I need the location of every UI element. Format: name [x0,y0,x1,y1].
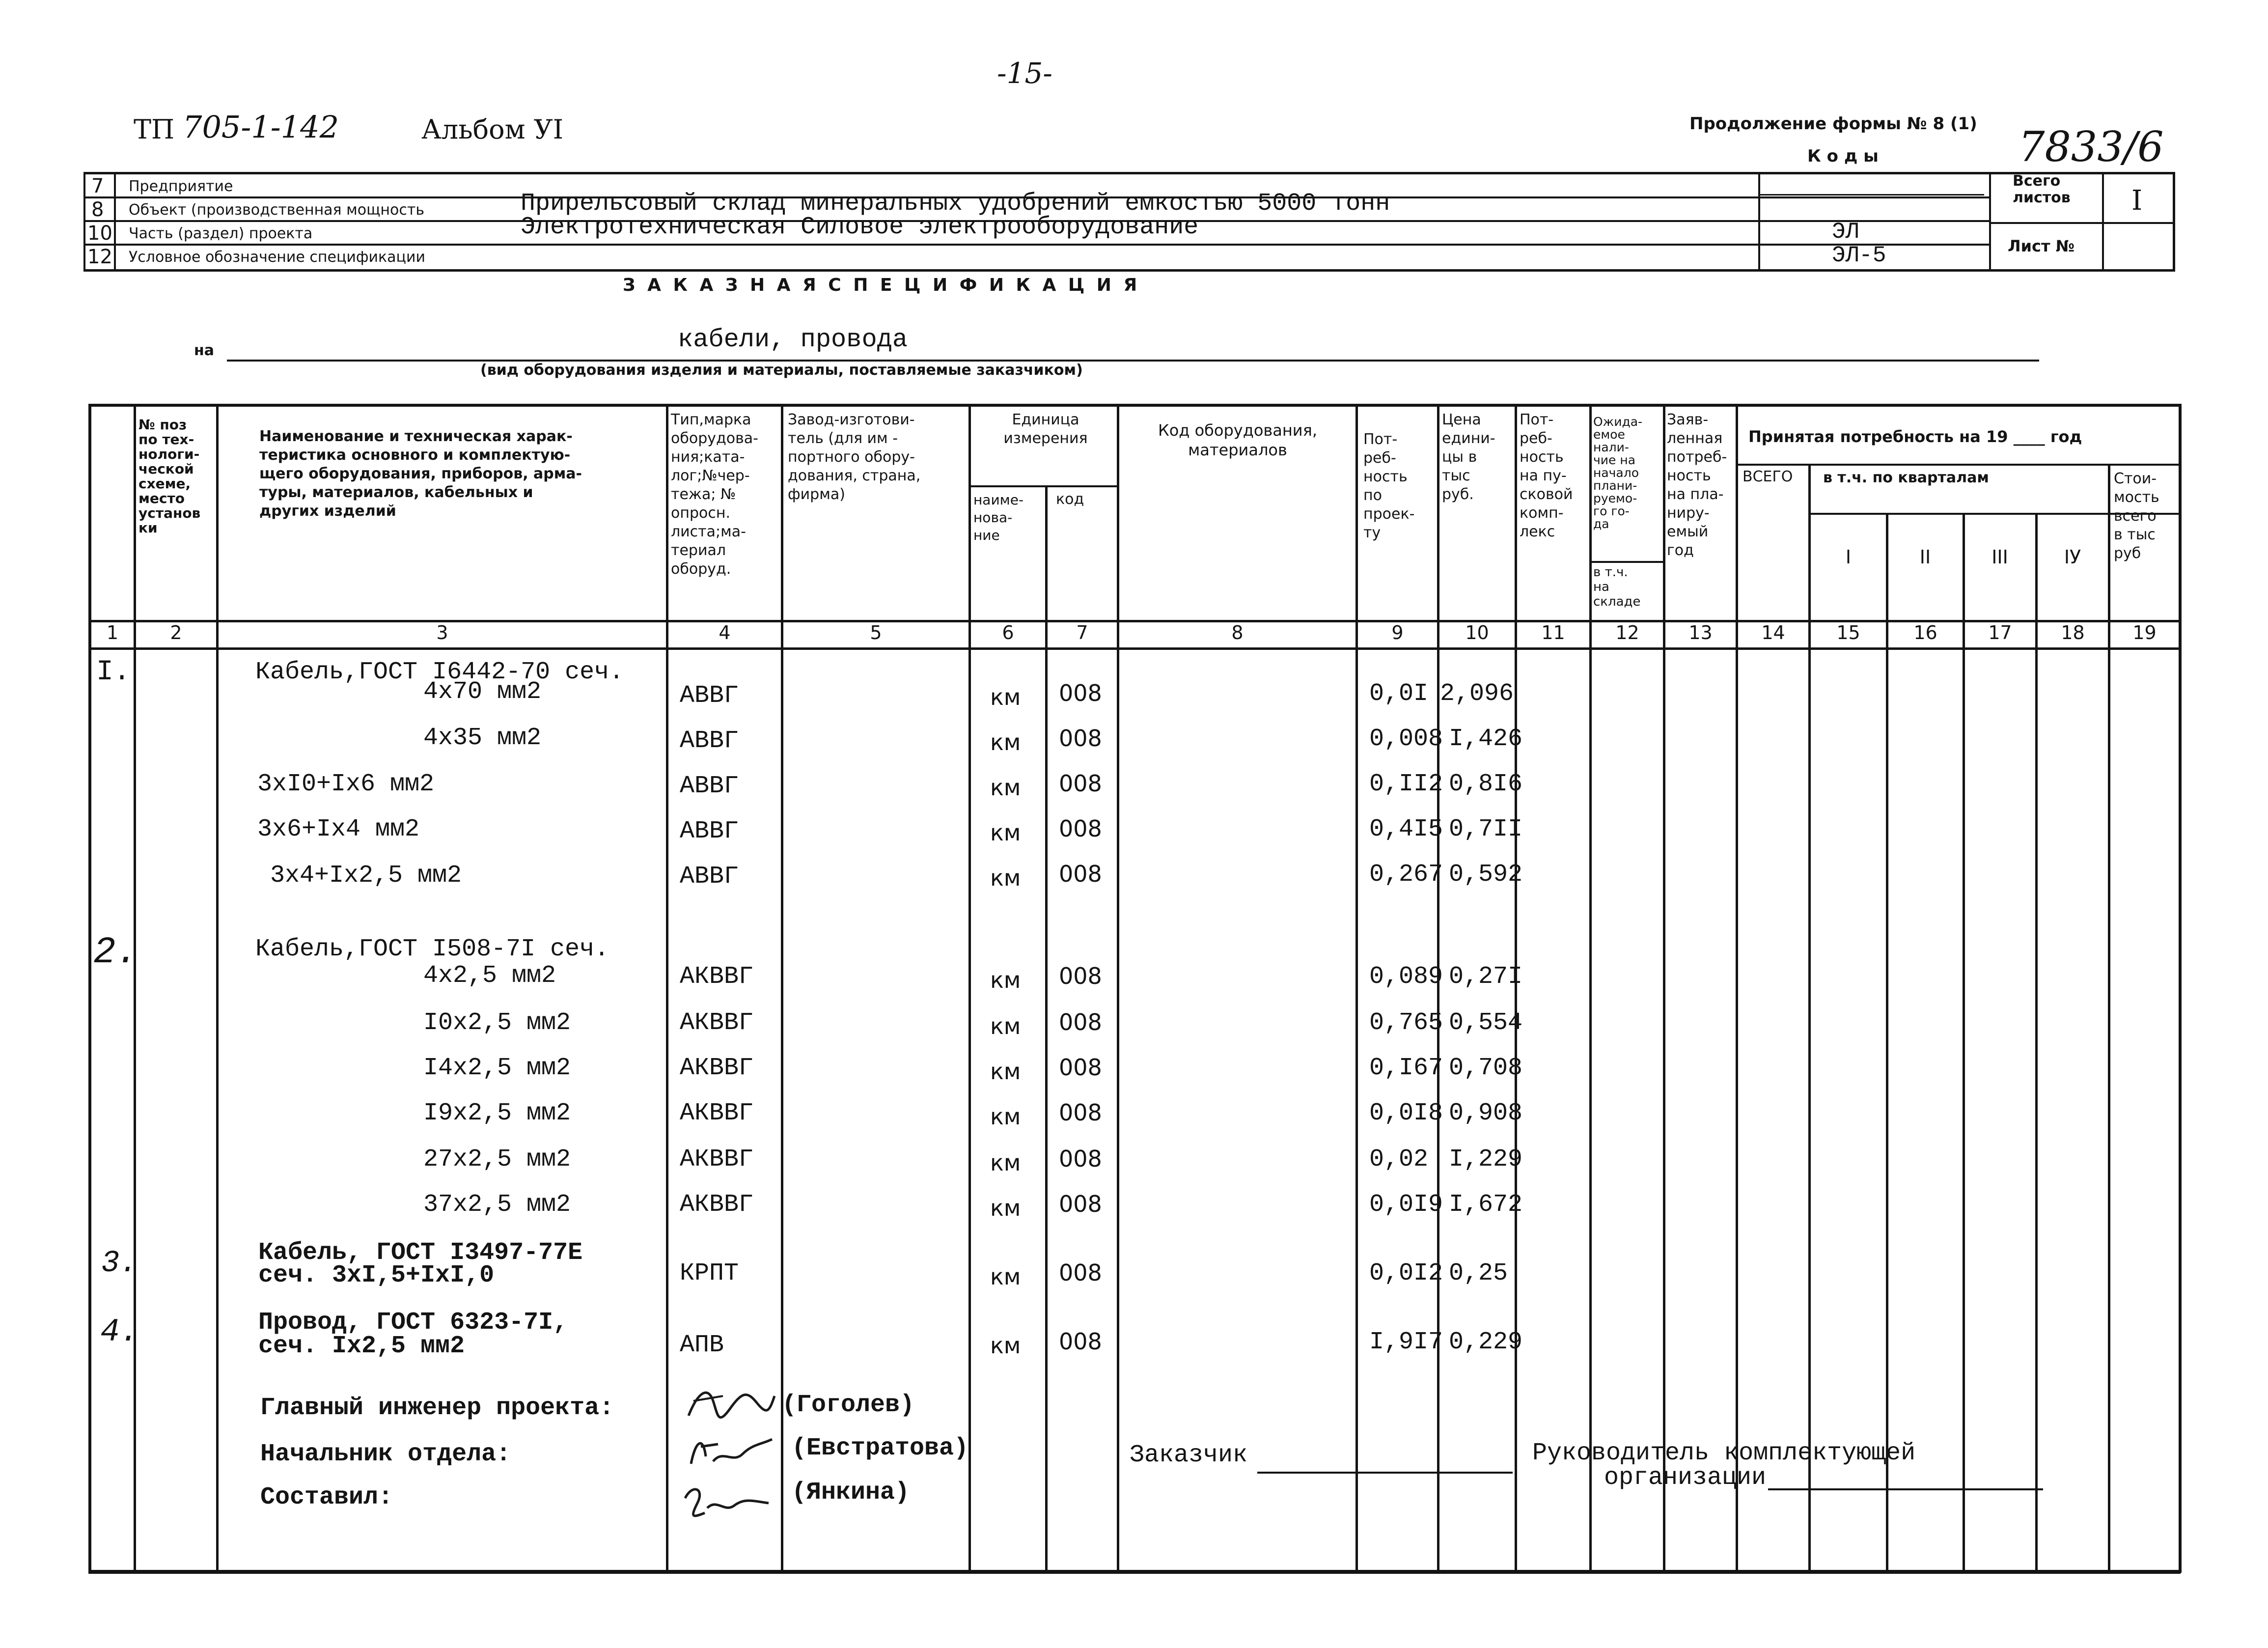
row-quantity: 0,0I9 [1369,1191,1443,1219]
row-name: I0х2,5 мм2 [423,1009,571,1037]
quarters-header: в т.ч. по кварталам [1823,469,1989,486]
col-position-header: № поз по тех- нологи- ческой схеме, место установ ки [138,417,201,536]
col-num-11: 11 [1541,622,1565,643]
row-price: 0,25 [1449,1259,1508,1287]
col-num-13: 13 [1688,622,1713,643]
dept-head-label: Начальник отдела: [260,1440,511,1468]
row-unit-code: 008 [1059,1191,1102,1217]
row-type: АВВГ [680,682,739,710]
info-row-10-num: 10 [87,222,112,245]
row-type: АВВГ [680,817,739,845]
row-unit: км [990,1149,1021,1176]
row-price: 0,8I6 [1449,770,1523,798]
row-quantity: 0,008 [1369,725,1443,753]
row-quantity: 0,0I8 [1369,1099,1443,1127]
chief-engineer-signature [684,1381,777,1430]
spec-title: З А К А З Н А Я С П Е Ц И Ф И К А Ц И Я [623,275,1140,295]
album-label: Альбом УI [421,114,564,145]
row-name: 27х2,5 мм2 [423,1145,571,1173]
col-num-12: 12 [1615,622,1639,643]
col-unit-header: Единица измерения [1003,411,1088,447]
row-name: Кабель,ГОСТ I508-7I сеч. [255,935,609,963]
row-price: I,229 [1449,1145,1523,1173]
page-number: -15- [997,56,1052,90]
row-price: 0,554 [1449,1009,1523,1037]
total-sheets-label: Всего листов [2013,172,2071,206]
row-type: АВВГ [680,863,739,891]
info-row-8-value: Прирельсовый склад минеральных удобрений емкостью 5000 тонн [521,190,1390,218]
row-quantity: 0,765 [1369,1009,1443,1037]
col-num-5: 5 [870,622,882,643]
row-unit-code: 008 [1059,1328,1102,1355]
row-name: 3х6+Iх4 мм2 [257,815,420,843]
row-quantity: 0,4I5 [1369,815,1443,843]
row-name: I9х2,5 мм2 [423,1099,571,1127]
col-num-3: 3 [436,622,448,643]
col-name-header: Наименование и техническая харак- теристика основного и комплектую- щего оборудования, приборов, арма- туры, материалов, кабельных и других изделий [259,428,582,520]
org-head-label: Руководитель комплектующей [1532,1439,1916,1467]
row-name: 37х2,5 мм2 [423,1191,571,1219]
col-num-18: 18 [2061,622,2085,643]
accepted-need-header: Принятая потребность на 19 ____ год [1748,427,2082,446]
row-unit: км [990,1263,1021,1290]
col-num-8: 8 [1231,622,1244,643]
info-row-8-label: Объект (производственная мощность [129,201,425,219]
row-price: 0,229 [1449,1328,1523,1356]
row-name-detail: сеч. Iх2,5 мм2 [258,1332,465,1360]
row-unit: км [990,967,1021,993]
row-name: Провод, ГОСТ 6323-7I, [258,1309,568,1337]
row-type: АКВВГ [680,1009,754,1037]
on-label: на [194,342,214,359]
row-unit-code: 008 [1059,680,1102,706]
row-unit-code: 008 [1059,1259,1102,1286]
row-type: АПВ [680,1331,724,1359]
col-unit-name-header: наиме- нова- ние [973,492,1024,543]
info-row-7-label: Предприятие [129,178,233,195]
row-position: 3. [101,1246,138,1281]
col-num-4: 4 [719,622,731,643]
row-position: 2. [93,931,138,974]
row-unit-code: 008 [1059,815,1102,842]
row-position: 4. [100,1313,139,1350]
info-row-7-num: 7 [91,175,104,197]
quarter-2-header: II [1919,546,1931,568]
row-unit: км [990,729,1021,755]
row-quantity: 0,I67 [1369,1054,1443,1082]
row-name: 3хI0+Iх6 мм2 [257,770,435,798]
row-unit-code: 008 [1059,861,1102,887]
row-unit-code: 008 [1059,1099,1102,1126]
quarter-3-header: III [1991,546,2008,568]
row-name-detail: 4х2,5 мм2 [423,962,556,990]
col-price-header: Цена едини- цы в тыс руб. [1442,411,1495,503]
compiled-name: (Янкина) [792,1479,910,1507]
col-num-6: 6 [1002,622,1014,643]
row-type: АКВВГ [680,1145,754,1173]
chief-engineer-label: Главный инженер проекта: [260,1394,614,1422]
col-manufacturer-header: Завод-изготови- тель (для им - портного обору- дования, страна, фирма) [788,411,921,503]
subject-caption: (вид оборудования изделия и материалы, поставляемые заказчиком) [480,362,1083,379]
row-price: 0,592 [1449,861,1523,889]
col-warehouse-header: в т.ч. на складе [1593,565,1641,609]
tp-number: 705-1-142 [183,109,339,145]
customer-label: Заказчик [1130,1441,1248,1469]
row-quantity: 0,267 [1369,861,1443,889]
col-num-10: 10 [1465,622,1489,643]
info-row-10-code: ЭЛ [1832,219,1859,245]
row-type: АКВВГ [680,963,754,991]
col-num-1: 1 [106,622,119,643]
col-num-19: 19 [2132,622,2157,643]
row-unit: км [990,1058,1021,1085]
row-unit: км [990,819,1021,846]
tp-label: ТП [134,114,175,145]
org-head-label-2: организации [1604,1464,1767,1492]
dept-head-signature [684,1429,777,1474]
info-row-10-value: Электротехническая Силовое электрооборудование [521,213,1199,241]
dept-head-name: (Евстратова) [792,1434,969,1462]
row-unit-code: 008 [1059,770,1102,797]
col-num-2: 2 [170,622,182,643]
row-unit: км [990,1332,1021,1359]
row-price: 0,708 [1449,1054,1523,1082]
quarter-4-header: IУ [2064,546,2081,568]
codes-label: К о д ы [1807,146,1879,166]
doc-number: 7833/6 [2019,123,2164,171]
row-quantity: 0,II2 [1369,770,1443,798]
info-row-12-code: ЭЛ-5 [1832,243,1886,268]
row-price: 0,27I [1449,963,1523,991]
row-name: 3х4+Iх2,5 мм2 [270,862,462,890]
col-total-header: ВСЕГО [1742,468,1793,485]
continuation-label: Продолжение формы № 8 (1) [1689,114,1977,134]
col-num-17: 17 [1988,622,2012,643]
row-name-detail: сеч. 3хI,5+IхI,0 [258,1261,495,1289]
info-row-10-label: Часть (раздел) проекта [129,225,313,242]
row-unit: км [990,684,1021,710]
col-declared-need-header: Заяв- ленная потреб- ность на пла- ниру- емый год [1667,411,1727,559]
row-unit-code: 008 [1059,1054,1102,1081]
row-unit: км [990,774,1021,801]
row-name: Кабель, ГОСТ I3497-77Е [258,1239,583,1267]
row-quantity: I,9I7 [1369,1328,1443,1356]
row-unit-code: 008 [1059,1145,1102,1172]
col-equipment-code-header: Код оборудования, материалов [1158,421,1318,459]
col-project-need-header: Пот- реб- ность по проек- ту [1363,431,1415,541]
row-unit: км [990,1103,1021,1130]
col-unit-code-header: код [1056,491,1084,508]
chief-engineer-name: (Гоголев) [782,1391,915,1419]
row-unit: км [990,1195,1021,1221]
col-num-16: 16 [1913,622,1937,643]
col-startup-need-header: Пот- реб- ность на пу- сковой комп- лекс [1520,411,1573,540]
row-name-detail: 4х70 мм2 [423,678,542,706]
col-expected-header: Ожида- емое нали- чие на начало плани- руемо- го го- да [1593,415,1643,531]
row-position: I. [96,656,131,688]
row-price: I,426 [1449,725,1523,753]
row-quantity: 0,0I [1369,680,1429,708]
row-quantity: 0,02 [1369,1145,1429,1173]
quarter-1-header: I [1845,546,1852,568]
row-price: 0,7II [1449,815,1523,843]
row-unit-code: 008 [1059,963,1102,989]
row-quantity: 0,089 [1369,963,1443,991]
row-type: АВВГ [680,772,739,800]
col-type-header: Тип,марка оборудова- ния;ката- лог;№чер- тежа; № опросн. листа;ма- териал оборуд. [671,411,758,578]
row-unit: км [990,1013,1021,1039]
col-num-9: 9 [1391,622,1404,643]
compiled-signature [678,1479,776,1523]
row-type: АКВВГ [680,1191,754,1219]
sheet-number-label: Лист № [2008,237,2075,255]
col-cost-header: Стои- мость всего в тыс руб [2114,470,2159,562]
info-row-12-label: Условное обозначение спецификации [129,249,425,266]
row-unit: км [990,865,1021,891]
row-quantity: 0,0I2 [1369,1259,1443,1287]
row-price: 0,908 [1449,1099,1523,1127]
row-type: АКВВГ [680,1099,754,1127]
subject: кабели, провода [678,325,908,354]
info-row-12-num: 12 [87,246,112,268]
row-price: I,672 [1449,1191,1523,1219]
compiled-label: Составил: [260,1483,393,1511]
info-row-8-num: 8 [91,198,104,221]
col-num-7: 7 [1076,622,1088,643]
row-type: АКВВГ [680,1054,754,1082]
row-type: АВВГ [680,727,739,755]
col-num-14: 14 [1761,622,1785,643]
row-unit-code: 008 [1059,725,1102,752]
row-name: 4х35 мм2 [423,724,542,752]
row-unit-code: 008 [1059,1009,1102,1035]
row-type: КРПТ [680,1259,739,1287]
row-name: Кабель,ГОСТ I6442-70 сеч. [255,658,624,686]
col-num-15: 15 [1836,622,1860,643]
row-price: 2,096 [1440,680,1514,708]
total-sheets-value: I [2131,185,2143,217]
row-name: I4х2,5 мм2 [423,1054,571,1082]
